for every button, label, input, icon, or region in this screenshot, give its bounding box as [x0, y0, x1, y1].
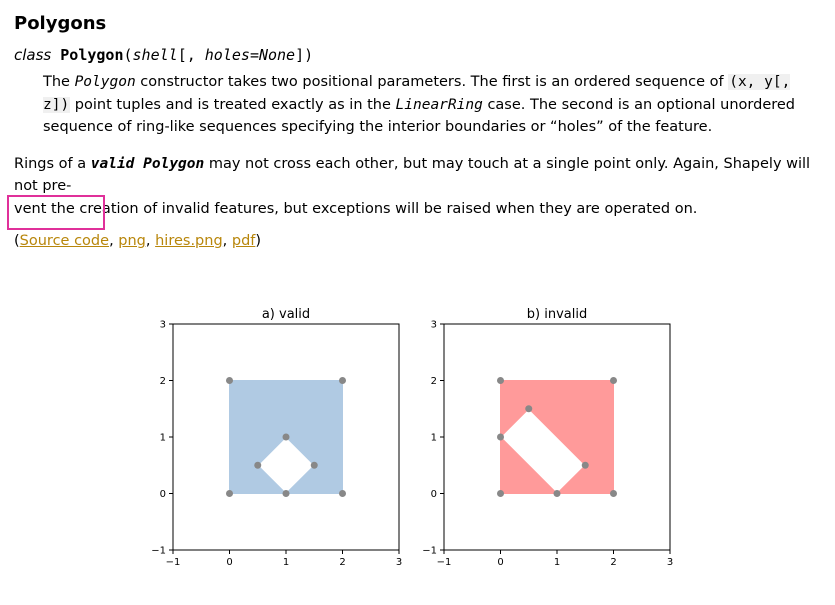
- y-tick-label: −1: [422, 545, 437, 557]
- para-code-valid-polygon: valid Polygon: [90, 155, 205, 172]
- vertex-point: [497, 434, 504, 441]
- x-tick-label: −1: [436, 557, 452, 568]
- signature-param-holes: holes: [204, 46, 250, 64]
- vertex-point: [525, 405, 532, 412]
- vertex-point: [582, 462, 589, 469]
- signature-bracket-open: [,: [177, 46, 205, 64]
- links-sep: ,: [145, 233, 156, 249]
- chart-panel-invalid: [422, 307, 673, 568]
- x-tick-label: 3: [666, 557, 674, 568]
- chart-panel-valid: [151, 307, 402, 568]
- vertex-point: [226, 377, 233, 384]
- vertex-point: [554, 490, 561, 497]
- vertex-point: [497, 490, 504, 497]
- x-tick-label: 0: [497, 557, 504, 568]
- desc-text: The: [43, 74, 75, 90]
- vertex-point: [339, 490, 346, 497]
- desc-code-polygon: Polygon: [74, 74, 136, 90]
- png-link[interactable]: png: [118, 233, 146, 249]
- source-code-link[interactable]: Source code: [19, 233, 110, 249]
- y-tick-label: 3: [430, 319, 437, 331]
- vertex-point: [311, 462, 318, 469]
- signature-keyword: class: [14, 46, 52, 64]
- hires-png-link[interactable]: hires.png: [155, 233, 223, 249]
- links-open-paren: (: [14, 233, 20, 249]
- para-text: vent the creation of invalid features, but exceptions will be raised when they are operated on.: [14, 200, 698, 217]
- vertex-point: [610, 490, 617, 497]
- y-tick-label: 1: [430, 432, 437, 444]
- x-tick-label: −1: [165, 557, 181, 568]
- para-text: may not cross each other, but may touch at a single point only. Again, Shapely will not pre-: [14, 155, 811, 194]
- signature-open: (: [123, 46, 133, 64]
- vertex-point: [283, 490, 290, 497]
- desc-text: case. The second is an optional unordered sequence of ring-like sequences specifying the interior boundaries or “holes” of the feature.: [43, 96, 796, 135]
- para-text: Rings of a: [14, 155, 91, 172]
- vertex-point: [254, 462, 261, 469]
- y-tick-label: 3: [159, 319, 166, 331]
- vertex-point: [497, 377, 504, 384]
- x-tick-label: 2: [339, 557, 346, 568]
- x-tick-label: 0: [226, 557, 233, 568]
- signature-param-shell: shell: [132, 46, 178, 64]
- x-tick-label: 1: [553, 557, 561, 568]
- section-heading: Polygons: [14, 13, 107, 34]
- desc-text: point tuples and is treated exactly as in the: [70, 96, 396, 113]
- vertex-point: [226, 490, 233, 497]
- links-sep: ,: [222, 233, 232, 249]
- x-tick-label: 2: [610, 557, 617, 568]
- y-tick-label: 2: [159, 376, 166, 387]
- signature-name: Polygon: [60, 46, 124, 64]
- links-close-paren: ): [255, 233, 262, 249]
- vertex-point: [610, 377, 617, 384]
- x-tick-label: 1: [282, 557, 290, 568]
- y-tick-label: 2: [430, 376, 437, 387]
- chart-title: b) invalid: [526, 307, 588, 322]
- links-sep: ,: [109, 233, 119, 249]
- desc-code-linearring: LinearRing: [395, 96, 483, 113]
- y-tick-label: −1: [151, 545, 166, 557]
- y-tick-label: 1: [159, 432, 166, 444]
- chart-title: a) valid: [261, 307, 311, 322]
- x-tick-label: 3: [395, 557, 403, 568]
- signature-bracket-close: ]: [295, 46, 305, 64]
- y-tick-label: 0: [159, 489, 166, 500]
- y-tick-label: 0: [430, 489, 437, 500]
- desc-text: constructor takes two positional parameters. The first is an ordered sequence of: [135, 74, 729, 90]
- vertex-point: [283, 434, 290, 441]
- vertex-point: [339, 377, 346, 384]
- pdf-link[interactable]: pdf: [231, 233, 256, 249]
- polygon-shape: [501, 381, 614, 494]
- signature-close: ): [304, 46, 314, 64]
- desc-code-tuple: (x, y[, z]): [43, 74, 791, 113]
- signature-default: =None: [249, 46, 296, 64]
